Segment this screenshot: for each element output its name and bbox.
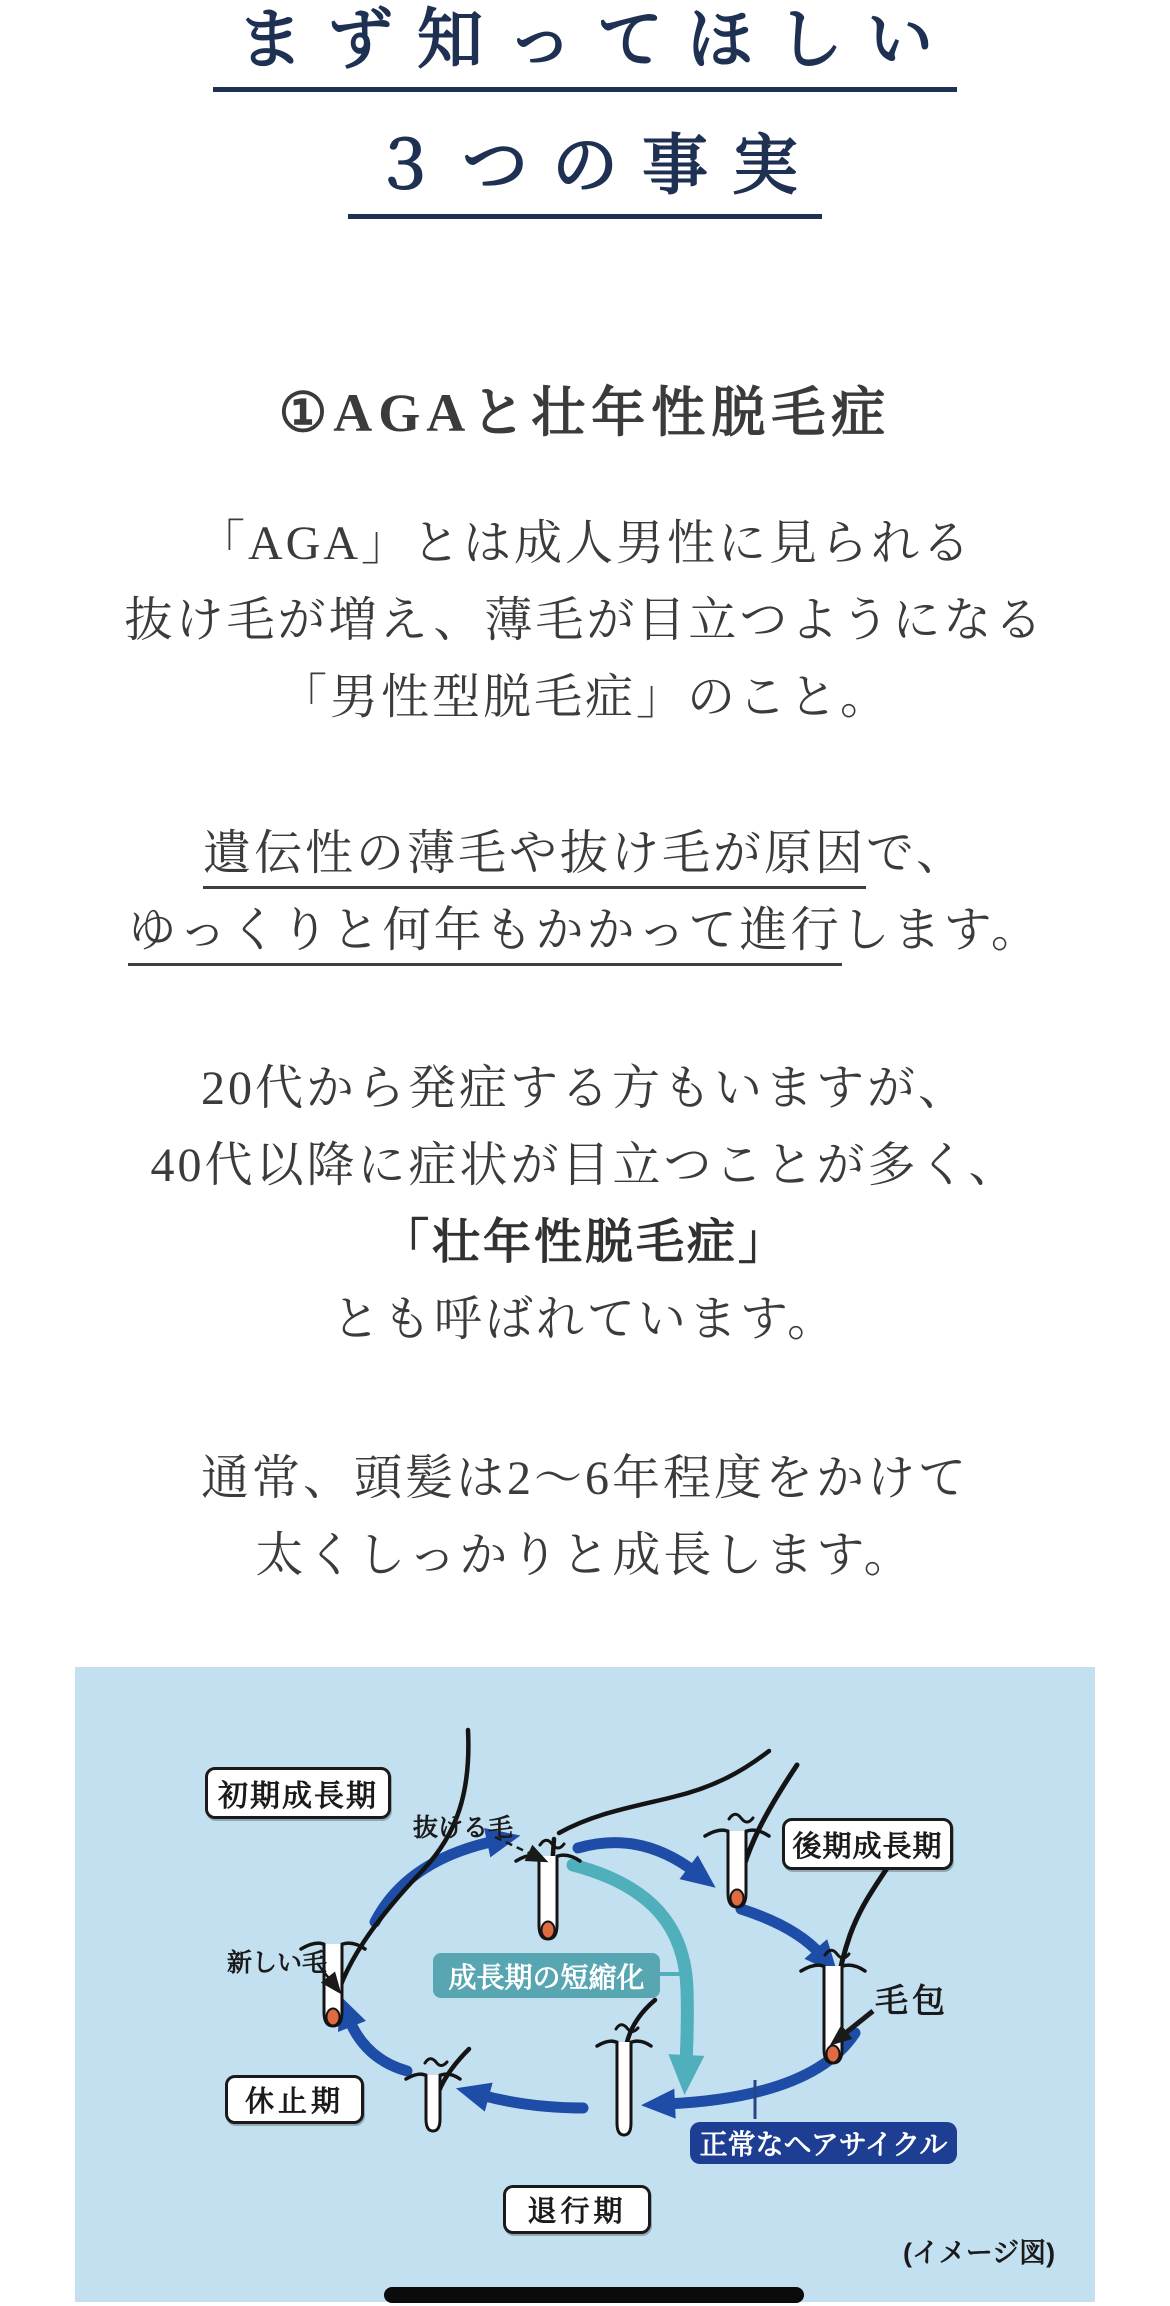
- bold-term: 「壮年性脱毛症」: [380, 1216, 789, 1269]
- paragraph-line: 20代から発症する方もいますが、: [200, 1062, 969, 1115]
- label-new-hair: 新しい毛: [227, 1949, 328, 1977]
- label-telogen: 休止期: [225, 2075, 364, 2124]
- section-heading: ①AGAと壮年性脱毛症: [278, 383, 892, 443]
- paragraph-line: 抜け毛が増え、薄毛が目立つようになる: [124, 594, 1046, 647]
- paragraph-line: 40代以降に症状が目立つことが多く、: [150, 1139, 1020, 1192]
- paragraph-line: とも呼ばれています。: [331, 1293, 839, 1346]
- hair-cycle-diagram: [75, 1667, 1095, 2302]
- hair-bulb: [731, 1890, 744, 1907]
- home-indicator[interactable]: [384, 2287, 804, 2303]
- paragraph-line: 「男性型脱毛症」のこと。: [278, 671, 891, 724]
- hair-bulb: [827, 2046, 840, 2063]
- underlined-text: 遺伝性の薄毛や抜け毛が原因: [203, 827, 866, 889]
- paragraph-aga-definition: [0, 505, 1170, 736]
- hair-bulb: [542, 1922, 555, 1939]
- paragraph-line: [0, 892, 1170, 969]
- cycle-arrow-segment: [741, 1909, 821, 1955]
- paragraph-age-onset: [0, 1050, 1170, 1358]
- plain-text: で、: [865, 827, 968, 880]
- paragraph-hereditary: [0, 815, 1170, 969]
- diagram-caption: (イメージ図): [903, 2238, 1056, 2268]
- label-hair-follicle: 毛包: [875, 1982, 949, 2019]
- page-title: [0, 6, 1170, 219]
- label-catagen: 退行期: [503, 2185, 651, 2234]
- paragraph-line: 太くしっかりと成長します。: [255, 1529, 915, 1582]
- follicle-telogen: [406, 2049, 469, 2131]
- paragraph-line: [0, 815, 1170, 892]
- cycle-arrow-segment: [349, 2019, 407, 2071]
- label-early-anagen: 初期成長期: [205, 1767, 391, 1819]
- cycle-arrow-segment: [481, 2095, 583, 2108]
- plain-text: します。: [841, 904, 1042, 957]
- paragraph-normal-growth: [0, 1440, 1170, 1594]
- page-title-line2: ３つの事実: [348, 132, 822, 218]
- underlined-text: ゆっくりと何年もかかって進行: [128, 904, 842, 966]
- page-title-line1: まず知ってほしい: [213, 6, 957, 92]
- paragraph-line: 通常、頭髪は2〜6年程度をかけて: [200, 1452, 969, 1505]
- label-late-anagen: 後期成長期: [782, 1818, 953, 1870]
- paragraph-line: 「AGA」とは成人男性に見られる: [197, 517, 973, 570]
- hair-bulb: [327, 2009, 340, 2026]
- follicle-catagen: [597, 2000, 655, 2135]
- detached-hair: [559, 1751, 769, 1833]
- label-anagen-shortening: 成長期の短縮化: [433, 1953, 660, 1998]
- label-normal-hair-cycle: 正常なヘアサイクル: [690, 2122, 957, 2164]
- label-shedding-hair: 抜ける毛: [413, 1814, 514, 1842]
